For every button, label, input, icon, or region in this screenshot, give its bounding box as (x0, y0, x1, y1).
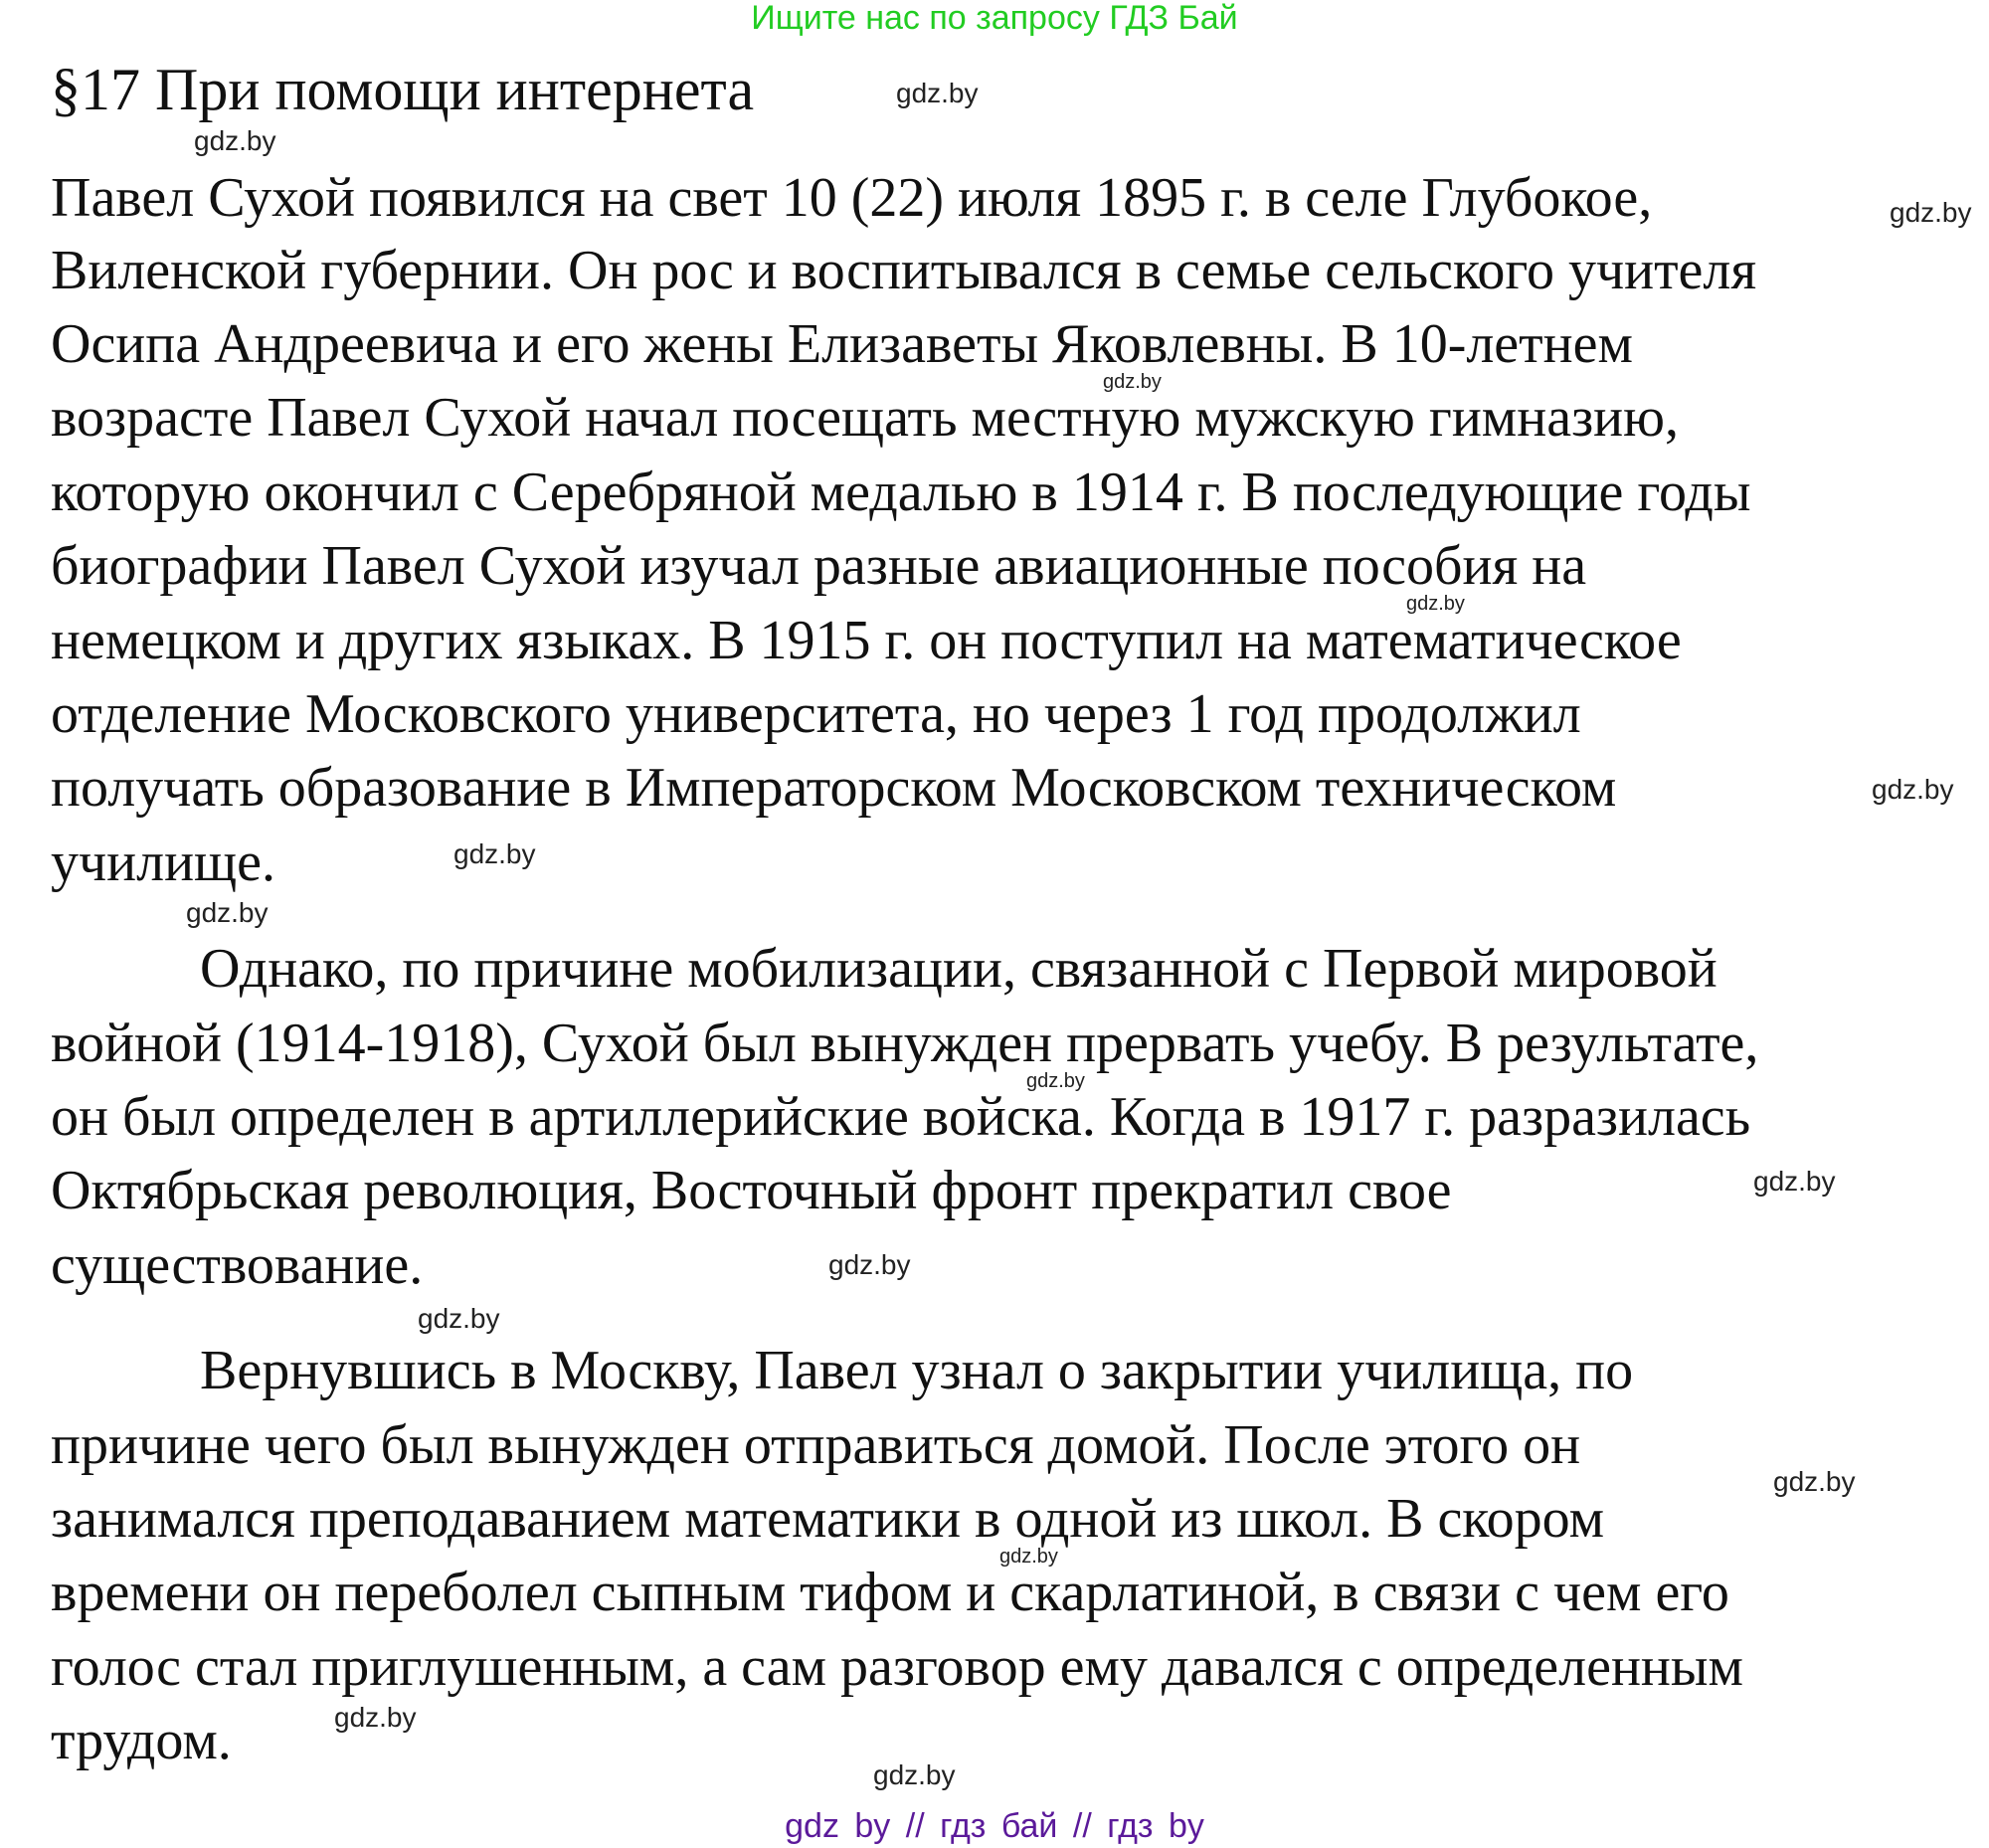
watermark: gdz.by (896, 78, 979, 108)
watermark: gdz.by (334, 1702, 417, 1733)
text-line: Октябрьская революция, Восточный фронт прекратил свое (51, 1160, 1452, 1221)
text-line: биографии Павел Сухой изучал разные авиационные пособия на (51, 535, 1587, 597)
text-line: он был определен в артиллерийские войска. Когда в 1917 г. разразилась (51, 1086, 1751, 1148)
watermark: gdz.by (194, 125, 276, 156)
text-line: Виленской губернии. Он рос и воспитывался в семье сельского учителя (51, 240, 1757, 301)
text-line: голос стал приглушенным, а сам разговор ему давался с определенным (51, 1636, 1743, 1698)
watermark: gdz.by (186, 897, 269, 928)
text-line: училище. (51, 832, 276, 893)
watermark: gdz.by (873, 1759, 956, 1790)
page-title: §17 При помощи интернета (51, 57, 755, 122)
text-line: Осипа Андреевича и его жены Елизаветы Яковлевны. В 10-летнем (51, 313, 1633, 375)
text-line: которую окончил с Серебряной медалью в 1914 г. В последующие годы (51, 462, 1751, 523)
text-line: трудом. (51, 1710, 232, 1771)
text-line: получать образование в Императорском Московском техническом (51, 757, 1617, 819)
search-hint-banner: Ищите нас по запросу ГДЗ Бай (751, 0, 1238, 37)
watermark: gdz.by (1872, 774, 1954, 805)
text-line: возрасте Павел Сухой начал посещать местную мужскую гимназию, (51, 387, 1679, 449)
footer-links: gdz by // гдз бай // гдз by (785, 1807, 1204, 1845)
text-line: войной (1914-1918), Сухой был вынужден прервать учебу. В результате, (51, 1013, 1759, 1074)
text-line: существование. (51, 1234, 424, 1296)
watermark: gdz.by (1406, 593, 1465, 615)
text-line: причине чего был вынужден отправиться домой. После этого он (51, 1414, 1581, 1476)
watermark: gdz.by (1773, 1466, 1856, 1497)
text-line: отделение Московского университета, но через 1 год продолжил (51, 683, 1581, 745)
watermark: gdz.by (828, 1249, 911, 1280)
watermark: gdz.by (999, 1546, 1058, 1568)
watermark: gdz.by (1753, 1166, 1836, 1197)
watermark: gdz.by (1890, 197, 1972, 228)
text-line: Павел Сухой появился на свет 10 (22) июля 1895 г. в селе Глубокое, (51, 167, 1653, 229)
text-line: занимался преподаванием математики в одной из школ. В скором (51, 1488, 1605, 1550)
text-line: немецком и других языках. В 1915 г. он поступил на математическое (51, 610, 1682, 671)
watermark: gdz.by (1026, 1070, 1085, 1092)
watermark: gdz.by (418, 1303, 500, 1334)
text-line: Вернувшись в Москву, Павел узнал о закрытии училища, по (200, 1340, 1634, 1401)
watermark: gdz.by (1103, 371, 1162, 393)
text-line: Однако, по причине мобилизации, связанной с Первой мировой (200, 938, 1718, 1000)
text-line: времени он переболел сыпным тифом и скарлатиной, в связи с чем его (51, 1562, 1729, 1623)
watermark: gdz.by (453, 838, 536, 869)
